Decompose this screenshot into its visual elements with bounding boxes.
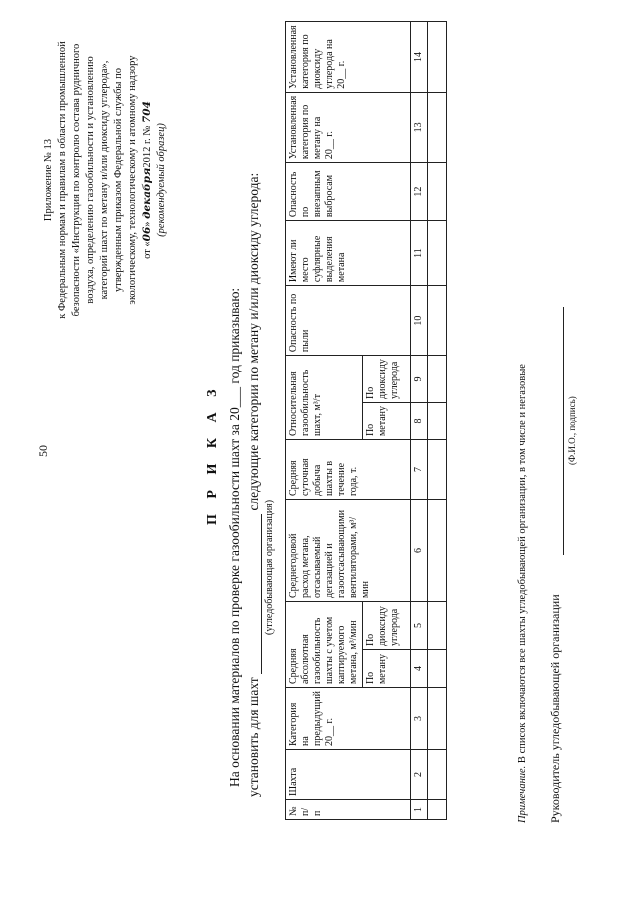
header-prev-category: Категория на предыдущий 20__ г. xyxy=(286,688,411,750)
header-daily-output: Средняя суточная добыча шахты в течение года, т. xyxy=(286,440,411,500)
header-cat-co2: Установленная категория по диоксиду углерода на 20__ г. xyxy=(286,22,411,92)
appendix-block xyxy=(42,35,169,325)
column-number: 11 xyxy=(411,221,428,286)
signature-line xyxy=(563,307,564,555)
table-note xyxy=(517,364,528,823)
empty-cell xyxy=(428,602,447,650)
appendix-date-day: 06 xyxy=(141,226,153,242)
header-rel-co2: По диоксиду углерода xyxy=(363,356,411,403)
signature-caption: (Ф.И.О., подпись) xyxy=(567,396,577,465)
empty-cell xyxy=(428,163,447,221)
column-number: 4 xyxy=(411,650,428,688)
organization-blank xyxy=(247,514,262,674)
column-number-row xyxy=(411,22,428,820)
order-category-prefix: установить для шахт xyxy=(246,677,261,797)
categories-table xyxy=(285,21,447,820)
document-title: П Р И К А З xyxy=(205,383,220,525)
column-number: 12 xyxy=(411,163,428,221)
column-number: 6 xyxy=(411,500,428,602)
header-mine: Шахта xyxy=(286,750,411,800)
page-number: 50 xyxy=(36,445,50,457)
empty-cell xyxy=(428,650,447,688)
header-avg-abs-ch4: По метану xyxy=(363,650,411,688)
column-number: 13 xyxy=(411,92,428,162)
header-suflyar: Имеют ли место суфлярные выделения метана xyxy=(286,221,411,286)
organization-caption: (угледобывающая организация) xyxy=(264,499,275,635)
empty-cell xyxy=(428,356,447,403)
column-number: 7 xyxy=(411,440,428,500)
empty-cell xyxy=(428,750,447,800)
column-number: 1 xyxy=(411,800,428,820)
empty-cell xyxy=(428,92,447,162)
column-number: 5 xyxy=(411,602,428,650)
appendix-body: к Федеральным нормам и правилам в области промышленной безопасности «Инструкция по контролю состава рудничного воздуха, определению газообильности и установлению категорий шахт по метану и/или диоксиду углерода», утвержденным приказом Федеральной службы по экологическому, технологическому и атомному надзору xyxy=(57,41,138,319)
header-cat-methane: Установленная категория по метану на 20__ г. xyxy=(286,92,411,162)
header-avg-abs-co2: По диоксиду углерода xyxy=(363,602,411,650)
column-number: 2 xyxy=(411,750,428,800)
header-avg-abs-gas: Средняя абсолютная газообильность шахты с учетом каптируемого метана, м³/мин xyxy=(286,602,363,688)
empty-data-row xyxy=(428,22,447,820)
head-of-organization: Руководитель угледобывающей организации xyxy=(548,594,562,823)
order-intro-line: На основании материалов по проверке газообильности шахт за 20___ год приказываю: xyxy=(227,287,242,787)
appendix-date-month: декабря xyxy=(141,167,153,219)
appendix-date-prefix: от « xyxy=(142,241,153,259)
empty-cell xyxy=(428,221,447,286)
appendix-date-mid: » xyxy=(142,221,153,227)
note-label: Примечание. xyxy=(517,765,528,823)
note-text: В список включаются все шахты угледобывающей организации, в том числе и негазовые xyxy=(517,364,528,766)
appendix-date-year: 2012 г. № xyxy=(142,125,153,168)
empty-cell xyxy=(428,22,447,92)
empty-cell xyxy=(428,286,447,356)
header-dust-hazard: Опасность по пыли xyxy=(286,286,411,356)
empty-cell xyxy=(428,688,447,750)
header-relative-gas: Относительная газообильность шахт, м³/т xyxy=(286,356,363,440)
column-number: 9 xyxy=(411,356,428,403)
column-number: 10 xyxy=(411,286,428,356)
empty-cell xyxy=(428,500,447,602)
column-number: 3 xyxy=(411,688,428,750)
order-category-suffix: следующие категории по метану и/или диоксиду углерода: xyxy=(246,172,261,511)
header-rel-ch4: По метану xyxy=(363,403,411,440)
order-category-line xyxy=(246,77,262,797)
table-header-row xyxy=(286,22,363,820)
empty-cell xyxy=(428,800,447,820)
column-number: 8 xyxy=(411,403,428,440)
appendix-number: 704 xyxy=(141,101,153,124)
column-number: 14 xyxy=(411,22,428,92)
empty-cell xyxy=(428,440,447,500)
header-annual-methane: Среднегодовой расход метана, отсасываемый дегазацией и газоотсасывающими вентиляторами, м³/мин xyxy=(286,500,411,602)
header-outburst: Опасность по внезапным выбросам xyxy=(286,163,411,221)
appendix-title: Приложение № 13 xyxy=(43,138,54,222)
appendix-sample-note: (рекомендуемый образец) xyxy=(156,123,167,237)
empty-cell xyxy=(428,403,447,440)
header-number: № п/п xyxy=(286,800,411,820)
